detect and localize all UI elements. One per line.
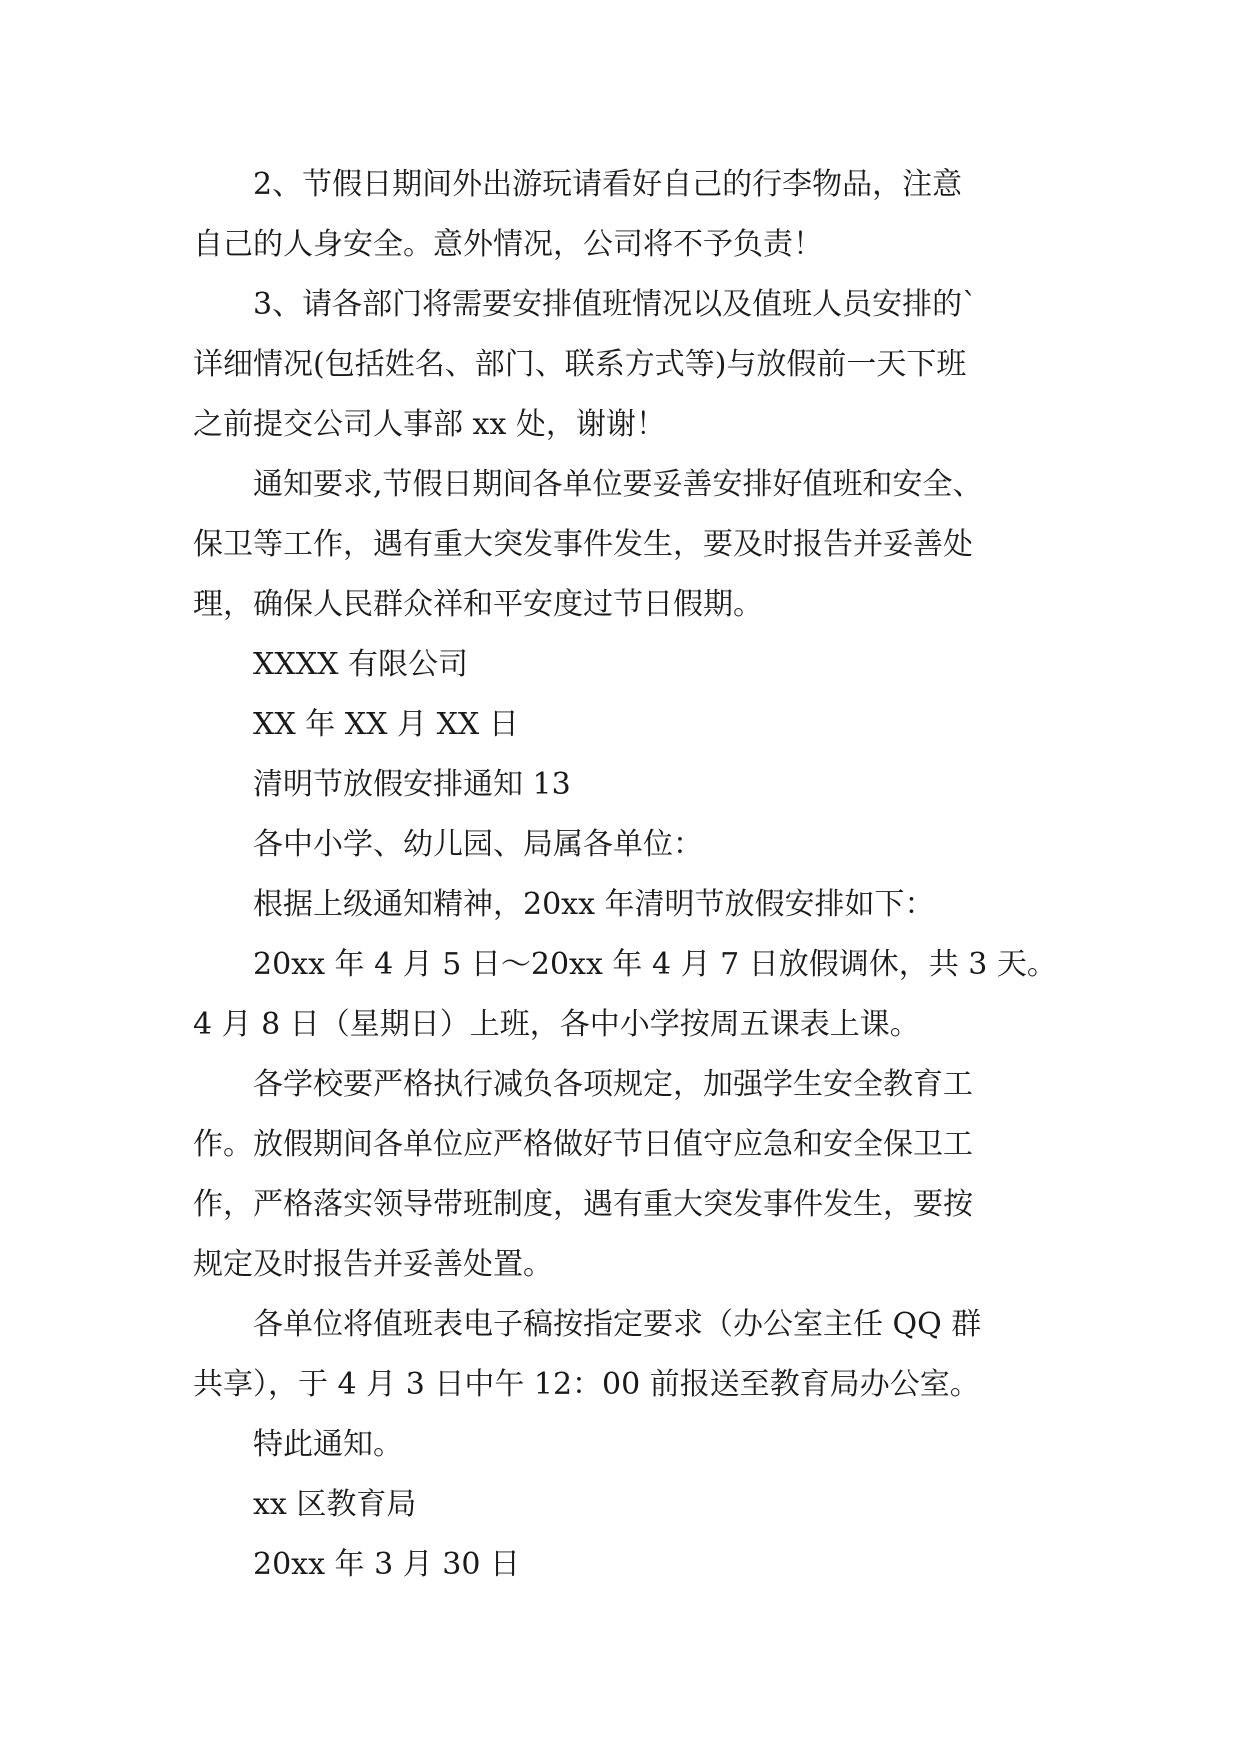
text-line: xx 区教育局 [253, 1487, 417, 1522]
text-line: 各学校要严格执行减负各项规定，加强学生安全教育工 [253, 1067, 973, 1102]
paragraph-duty-roster [193, 1295, 1055, 1415]
paragraph-notice-requirement [193, 455, 1055, 635]
text-line: 规定及时报告并妥善处置。 [193, 1247, 553, 1282]
text-line: XXXX 有限公司 [253, 647, 468, 682]
text-line: 4 月 8 日（星期日）上班，各中小学按周五课表上课。 [193, 1007, 920, 1042]
text-line: 自己的人身安全。意外情况，公司将不予负责！ [193, 227, 823, 262]
issue-date-line [193, 1535, 1055, 1595]
paragraph-schedule [193, 935, 1055, 1055]
closing-line [193, 1415, 1055, 1475]
text-line: 20xx 年 3 月 30 日 [253, 1547, 520, 1582]
text-line: 各中小学、幼儿园、局属各单位： [253, 827, 703, 862]
recipients-line [193, 815, 1055, 875]
text-line: 作。放假期间各单位应严格做好节日值守应急和安全保卫工 [193, 1127, 973, 1162]
text-line: 保卫等工作，遇有重大突发事件发生，要及时报告并妥善处 [193, 527, 973, 562]
text-line: 特此通知。 [253, 1427, 403, 1462]
text-line: 详细情况(包括姓名、部门、联系方式等)与放假前一天下班 [193, 347, 967, 382]
notice-title [193, 755, 1055, 815]
text-line: 之前提交公司人事部 xx 处，谢谢！ [193, 407, 666, 442]
text-line: 清明节放假安排通知 13 [253, 767, 571, 802]
text-line: 2、节假日期间外出游玩请看好自己的行李物品，注意 [253, 167, 963, 202]
paragraph-school-requirements [193, 1055, 1055, 1295]
paragraph-item-3 [193, 275, 1055, 455]
text-line: 理，确保人民群众祥和平安度过节日假期。 [193, 587, 763, 622]
company-date [193, 695, 1055, 755]
text-line: 各单位将值班表电子稿按指定要求（办公室主任 QQ 群 [253, 1307, 982, 1342]
text-line: XX 年 XX 月 XX 日 [253, 707, 519, 742]
text-line: 根据上级通知精神，20xx 年清明节放假安排如下： [253, 887, 935, 922]
basis-line [193, 875, 1055, 935]
company-name [193, 635, 1055, 695]
text-line: 通知要求,节假日期间各单位要妥善安排好值班和安全、 [253, 467, 983, 502]
text-line: 共享），于 4 月 3 日中午 12：00 前报送至教育局办公室。 [193, 1367, 980, 1402]
paragraph-item-2 [193, 155, 1055, 275]
text-line: 3、请各部门将需要安排值班情况以及值班人员安排的` [253, 287, 978, 322]
issuer-line [193, 1475, 1055, 1535]
document-body [193, 155, 1055, 1595]
text-line: 作，严格落实领导带班制度，遇有重大突发事件发生，要按 [193, 1187, 973, 1222]
text-line: 20xx 年 4 月 5 日～20xx 年 4 月 7 日放假调休，共 3 天。 [253, 947, 1057, 982]
